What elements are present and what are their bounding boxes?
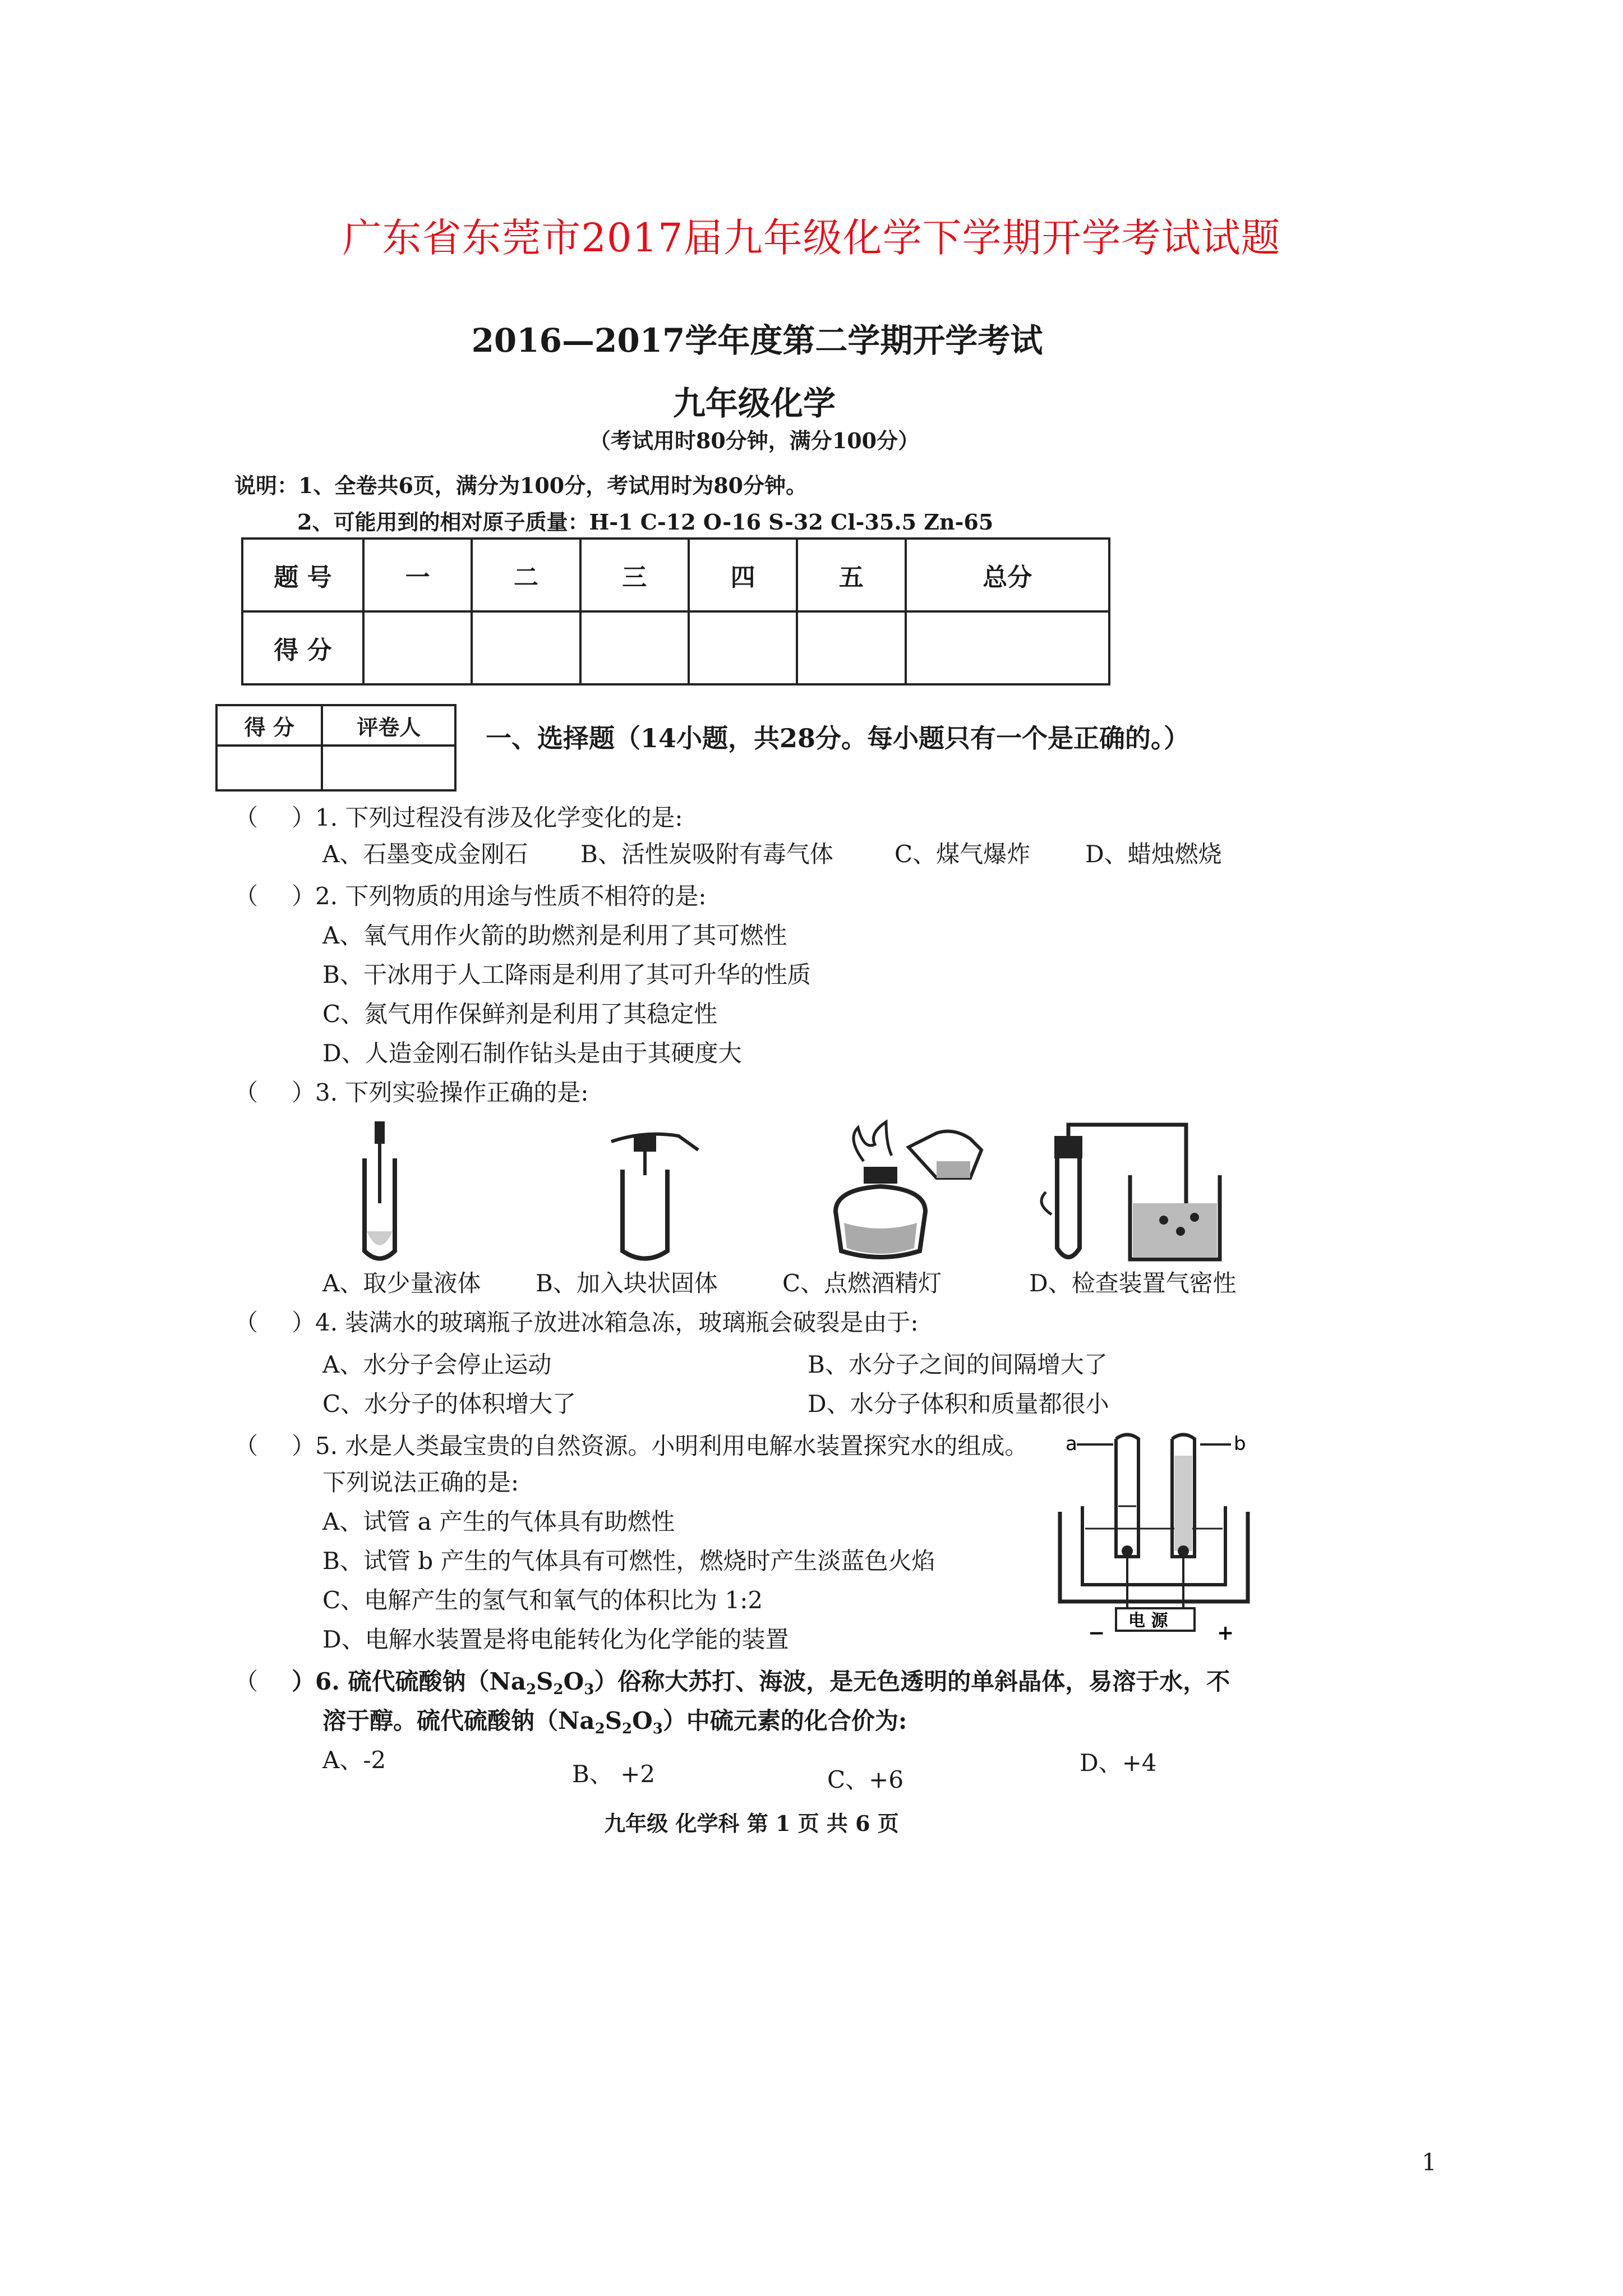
score-cell (580, 611, 689, 684)
score-header-cell: 题 号 (242, 539, 363, 611)
positive-terminal: + (1217, 1621, 1234, 1645)
score-header-cell: 二 (472, 539, 580, 611)
q6-stem-part: ）6. 硫代硫酸钠（Na (292, 1668, 527, 1695)
q5-option-b: B、试管 b 产生的气体具有可燃性，燃烧时产生淡蓝色火焰 (322, 1547, 935, 1575)
answer-paren: （ (234, 1668, 259, 1695)
q4-option-b: B、水分子之间的间隔增大了 (808, 1351, 1108, 1378)
q6-stem-line-2 (322, 1703, 907, 1737)
q3-stem: ）3. 下列实验操作正确的是: (292, 1079, 589, 1106)
subscript: 3 (652, 1720, 663, 1737)
q2-option-c: C、氮气用作保鲜剂是利用了其稳定性 (322, 1000, 718, 1028)
exam-time-note: （考试用时80分钟，满分100分） (589, 428, 920, 453)
negative-terminal: − (1088, 1621, 1105, 1645)
alcohol-lamp-figure (802, 1116, 993, 1268)
q6-stem-part: ）中硫元素的化合价为: (662, 1707, 907, 1734)
subscript: 2 (553, 1681, 564, 1698)
score-cell (906, 611, 1109, 684)
answer-paren: （ (234, 804, 259, 831)
page-footer: 九年级 化学科 第 1 页 共 6 页 (604, 1811, 899, 1836)
grader-score-cell (216, 746, 322, 790)
note-line-2: 2、可能用到的相对原子质量：H-1 C-12 O-16 S-32 Cl-35.5 Zn-65 (297, 509, 994, 535)
score-header-cell: 一 (363, 539, 472, 611)
exam-name: 2016—2017学年度第二学期开学考试 (471, 321, 1043, 360)
q5-option-a: A、试管 a 产生的气体具有助燃性 (322, 1508, 675, 1535)
q3-option-a: A、取少量液体 (322, 1269, 481, 1297)
q3-option-c: C、点燃酒精灯 (782, 1269, 942, 1297)
answer-paren: （ (234, 1079, 259, 1106)
q5-stem-line-2: 下列说法正确的是: (322, 1469, 519, 1496)
tube-a-label: a (1066, 1433, 1077, 1455)
q1-stem: ）1. 下列过程没有涉及化学变化的是: (292, 804, 683, 831)
q3-option-b: B、加入块状固体 (536, 1269, 718, 1297)
q4-option-c: C、水分子的体积增大了 (322, 1390, 577, 1418)
subscript: 2 (526, 1681, 537, 1698)
score-cell (689, 611, 797, 684)
q1-option-d: D、蜡烛燃烧 (1085, 840, 1222, 868)
subscript: 2 (622, 1720, 633, 1737)
page-number: 1 (1422, 2148, 1437, 2176)
score-cell (472, 611, 580, 684)
dropper-test-tube-figure (348, 1119, 415, 1265)
q2-option-b: B、干冰用于人工降雨是利用了其可升华的性质 (322, 961, 811, 988)
q6-option-a: A、-2 (322, 1746, 386, 1774)
q6-option-c: C、+6 (827, 1766, 904, 1793)
note-line-1: 说明：1、全卷共6页，满分为100分，考试用时为80分钟。 (234, 473, 808, 498)
score-header-cell: 三 (580, 539, 689, 611)
q6-option-d: D、+4 (1080, 1749, 1157, 1777)
add-solid-test-tube-figure (594, 1119, 707, 1265)
formula-part: S (536, 1668, 554, 1695)
power-source-label: 电 源 (1128, 1611, 1168, 1631)
q2-stem: ）2. 下列物质的用途与性质不相符的是: (292, 882, 707, 910)
q2-option-d: D、人造金刚石制作钻头是由于其硬度大 (322, 1039, 742, 1067)
score-header-cell: 总分 (906, 539, 1109, 611)
grader-label: 评卷人 (322, 705, 455, 746)
q1-option-c: C、煤气爆炸 (895, 840, 1031, 868)
score-header-cell: 五 (797, 539, 905, 611)
q4-option-a: A、水分子会停止运动 (322, 1351, 552, 1378)
score-row-label: 得 分 (242, 611, 363, 684)
grader-score-label: 得 分 (216, 705, 322, 746)
q1-option-a: A、石墨变成金刚石 (322, 840, 528, 868)
q6-option-b: B、 +2 (572, 1760, 656, 1788)
document-title: 广东省东莞市2017届九年级化学下学期开学考试试题 (342, 215, 1281, 261)
q3-option-d: D、检查装置气密性 (1029, 1269, 1237, 1297)
answer-paren: （ (234, 1309, 259, 1336)
section-1-title: 一、选择题（14小题，共28分。每小题只有一个是正确的。） (486, 723, 1190, 753)
q6-stem-part: 溶于醇。硫代硫酸钠（Na (322, 1707, 595, 1734)
answer-paren: （ (234, 1432, 259, 1460)
q4-stem: ）4. 装满水的玻璃瓶子放进冰箱急冻，玻璃瓶会破裂是由于: (292, 1309, 919, 1336)
airtightness-check-figure (1035, 1119, 1270, 1271)
electrolysis-apparatus-figure (1054, 1433, 1256, 1645)
grader-box (215, 704, 457, 792)
q1-option-b: B、活性炭吸附有毒气体 (580, 840, 833, 868)
q5-stem: ）5. 水是人类最宝贵的自然资源。小明利用电解水装置探究水的组成。 (292, 1432, 1029, 1460)
formula-part: O (632, 1707, 653, 1734)
answer-paren: （ (234, 882, 259, 910)
score-table (241, 537, 1110, 685)
subscript: 2 (594, 1720, 605, 1737)
q6-stem (292, 1663, 1290, 1698)
q6-stem-part: ）俗称大苏打、海波，是无色透明的单斜晶体，易溶于水，不 (594, 1668, 1230, 1695)
subscript: 3 (584, 1681, 594, 1698)
q5-option-d: D、电解水装置是将电能转化为化学能的装置 (322, 1626, 789, 1653)
q5-option-c: C、电解产生的氢气和氧气的体积比为 1:2 (322, 1586, 763, 1614)
exam-subject: 九年级化学 (672, 384, 836, 422)
score-header-cell: 四 (689, 539, 797, 611)
score-cell (797, 611, 905, 684)
tube-b-label: b (1234, 1433, 1246, 1455)
grader-name-cell (322, 746, 455, 790)
q4-option-d: D、水分子体积和质量都很小 (808, 1390, 1109, 1418)
score-cell (363, 611, 472, 684)
formula-part: O (563, 1668, 584, 1695)
q2-option-a: A、氧气用作火箭的助燃剂是利用了其可燃性 (322, 922, 787, 949)
formula-part: S (605, 1707, 623, 1734)
